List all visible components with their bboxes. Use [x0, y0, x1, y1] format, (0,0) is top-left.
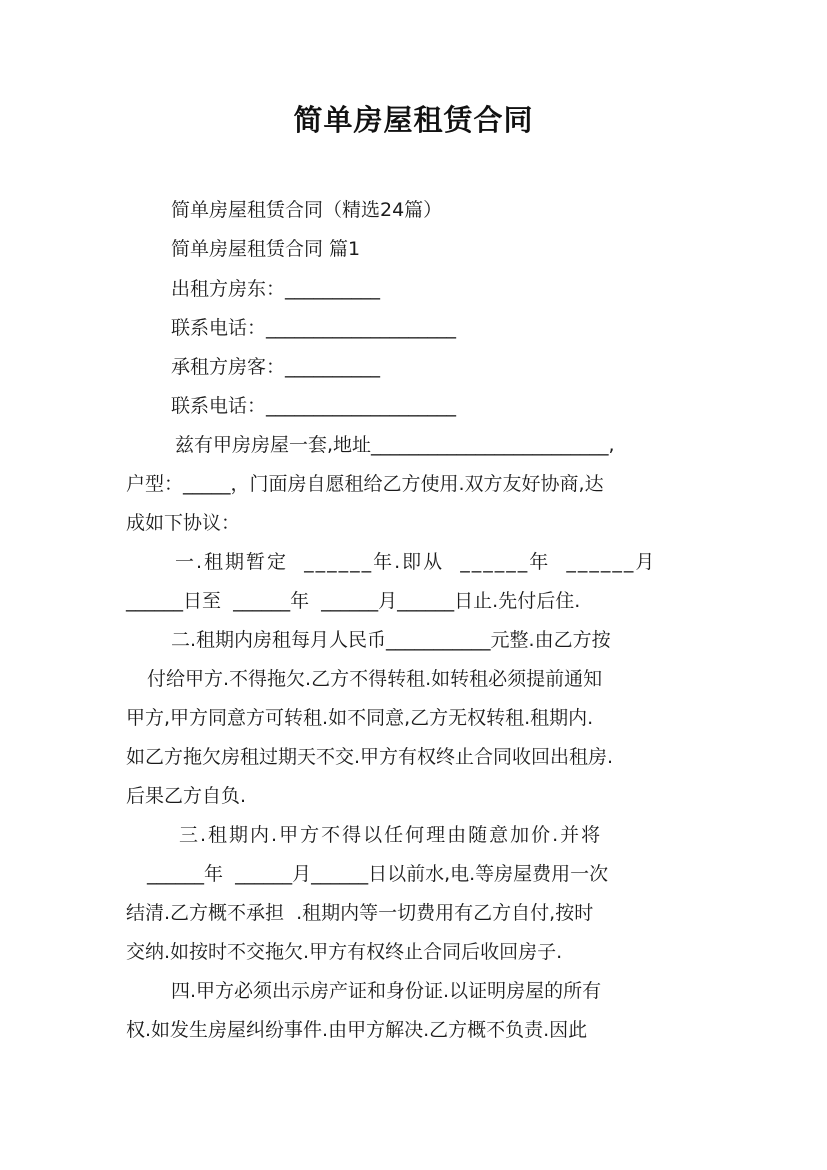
clause-1-line: 一.租期暂定 ______年.即从 ______年 ______月 — [175, 551, 657, 573]
clause-3-line: 结清.乙方概不承担 .租期内等一切费用有乙方自付,按时 — [126, 902, 594, 924]
landlord-phone-field: 联系电话：____________________ — [171, 317, 457, 339]
clause-3-line: 交纳.如按时不交拖欠.甲方有权终止合同后收回房子. — [126, 941, 563, 963]
clause-1-line: ______日至 ______年 ______月______日止.先付后住. — [126, 590, 581, 612]
section-heading: 简单房屋租赁合同 篇1 — [171, 238, 361, 260]
document-title: 简单房屋租赁合同 — [293, 103, 534, 137]
landlord-field: 出租方房东：__________ — [171, 278, 381, 300]
clause-4-line: 权.如发生房屋纠纷事件.由甲方解决.乙方概不负责.因此 — [126, 1019, 588, 1041]
clause-2-line: 后果乙方自负. — [126, 785, 247, 807]
clause-2-line: 甲方,甲方同意方可转租.如不同意,乙方无权转租.租期内. — [126, 707, 594, 729]
paragraph-line: 兹有甲房房屋一套,地址_________________________, — [175, 434, 615, 456]
paragraph-line: 成如下协议： — [126, 512, 241, 534]
clause-3-line: ______年 ______月______日以前水,电.等房屋费用一次 — [147, 863, 609, 885]
subtitle-line: 简单房屋租赁合同（精选24篇） — [171, 199, 443, 221]
clause-3-line: 三.租期内.甲方不得以任何理由随意加价.并将 — [179, 824, 603, 846]
clause-2-line: 如乙方拖欠房租过期天不交.甲方有权终止合同收回出租房. — [126, 746, 614, 768]
tenant-field: 承租方房客：__________ — [171, 356, 381, 378]
clause-4-line: 四.甲方必须出示房产证和身份证.以证明房屋的所有 — [171, 980, 602, 1002]
clause-2-line: 二.租期内房租每月人民币___________元整.由乙方按 — [171, 629, 611, 651]
paragraph-line: 户型：_____，门面房自愿租给乙方使用.双方友好协商,达 — [126, 473, 604, 495]
tenant-phone-field: 联系电话：____________________ — [171, 395, 457, 417]
clause-2-line: 付给甲方.不得拖欠.乙方不得转租.如转租必须提前通知 — [147, 668, 603, 690]
